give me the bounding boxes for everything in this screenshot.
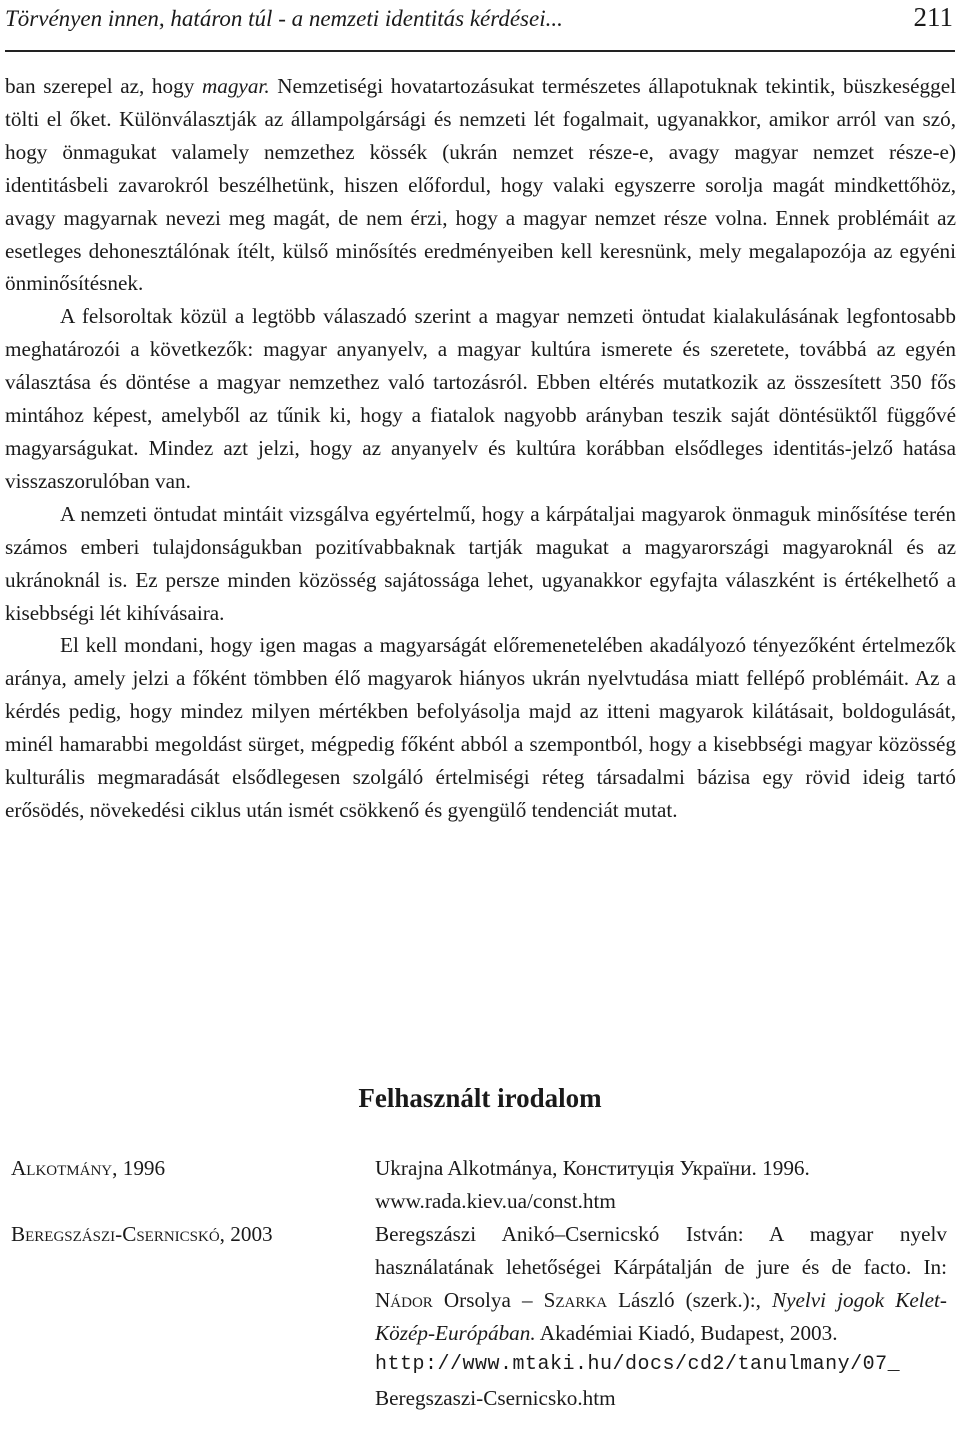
reference-key: Alkotmány, 1996 xyxy=(11,1156,166,1180)
reference-url[interactable]: www.rada.kiev.ua/const.htm xyxy=(375,1188,616,1213)
paragraph-1: ban szerepel az, hogy magyar. Nemzetiségi hovatartozásukat természetes állapotuknak tekintik, büszkeséggel tölti el őket. Különválasztják az állampolgársági és nemzeti lét fogalmait, ugyanakkor, amikor arról van szó, hogy önmagukat valamely nemzethez kössék (ukrán nemzet része-e, avagy magyar nemzet része-e) identitásbeli zavarokról beszélhetünk, hiszen előfordul, hogy valaki egyszerre sorolja magát mindkettőhöz, avagy magyarnak nevezi meg magát, de nem érzi, hogy a magyar nemzet része volna. Ennek problémáit az esetleges dehonesztálónak ítélt, külső minősítés eredményeiben kell keresnünk, mely megalapozója az egyéni önminősítésnek. xyxy=(5,74,956,296)
editor-name: Nádor xyxy=(375,1287,433,1312)
paragraph-3: A nemzeti öntudat mintáit vizsgálva egyértelmű, hogy a kárpátaljai magyarok önmaguk minősítése terén számos emberi tulajdonságukban pozitívabbaknak tartják magukat a magyarországi magyaroknál és az ukránoknál is. Ez persze minden közösség sajátossága lehet, ugyanakkor egyfajta válaszként is értékelhető a kisebbségi lét kihívásaira. xyxy=(5,501,956,625)
emphasis-magyar: magyar. xyxy=(201,74,270,98)
references-heading: Felhasznált irodalom xyxy=(358,1083,602,1113)
reference-key: Beregszászi-Csernicskó, 2003 xyxy=(11,1221,273,1246)
body-text xyxy=(5,70,956,827)
running-title: Törvényen innen, határon túl - a nemzeti identitás kérdései... xyxy=(5,6,563,31)
reference-text: Beregszászi Anikó–Csernicskó István: A magyar nyelv használatának lehetőségei Kárpátalján de jure és de facto. In: Nádor Orsolya – Szarka László (szerk.):, Nyelvi jogok Kelet-Közép-Európában. Akadémiai Kiadó, Budapest, 2003. http://www.mtaki.hu/docs/cd2/tanulmany/07_ Beregszaszi-Csernicsko.htm xyxy=(375,1218,947,1415)
reference-text: Ukrajna Alkotmánya, Конституція України. 1996. www.rada.kiev.ua/const.htm xyxy=(375,1152,947,1218)
reference-url-continued[interactable]: Beregszaszi-Csernicsko.htm xyxy=(375,1386,616,1411)
paragraph-4: El kell mondani, hogy igen magas a magyarságát előremenetelében akadályozó tényezőként értelmezők aránya, amely jelzi a főként tömbben élő magyarok hiányos ukrán nyelvtudása miatt fellépő problémáit. Az a kérdés pedig, hogy mindez milyen mértékben befolyásolja majd az itteni magyarok kilátásait, boldogulását, minél hamarabbi megoldást sürget, mégpedig főként abból a szempontból, hogy a kisebbségi magyar közösség kulturális megmaradását elsődlegesen szolgáló értelmiségi réteg társadalmi bázisa egy rövid ideig tartó erősödés, növekedési ciklus után ismét csökkenő és gyengülő tendenciát mutat. xyxy=(5,633,956,822)
reference-url[interactable]: http://www.mtaki.hu/docs/cd2/tanulmany/07_ xyxy=(375,1353,901,1377)
reference-list xyxy=(11,1152,947,1415)
page-header xyxy=(5,0,955,52)
editor-name: Szarka xyxy=(543,1287,608,1312)
book-title: Nyelvi jogok Kelet-Közép-Európában. xyxy=(375,1287,947,1345)
reference-entry-beregszaszi xyxy=(11,1218,947,1415)
reference-entry-alkotmany xyxy=(11,1152,947,1218)
page-number: 211 xyxy=(913,2,953,32)
paragraph-2: A felsoroltak közül a legtöbb válaszadó szerint a magyar nemzeti öntudat kialakulásának legfontosabb meghatározói a következők: magyar anyanyelv, a magyar kultúra ismerete és szeretete, továbbá az egyén választása és döntése a magyar nemzethez való tartozásról. Ebben eltérés mutatkozik az összesített 350 fős mintához képest, amelyből az tűnik ki, hogy a fiatalok nagyobb arányban teszik saját döntésüktől függővé magyarságukat. Mindez azt jelzi, hogy az anyanyelv és kultúra korábban elsődleges identitás-jelző hatása visszaszorulóban van. xyxy=(5,304,956,493)
